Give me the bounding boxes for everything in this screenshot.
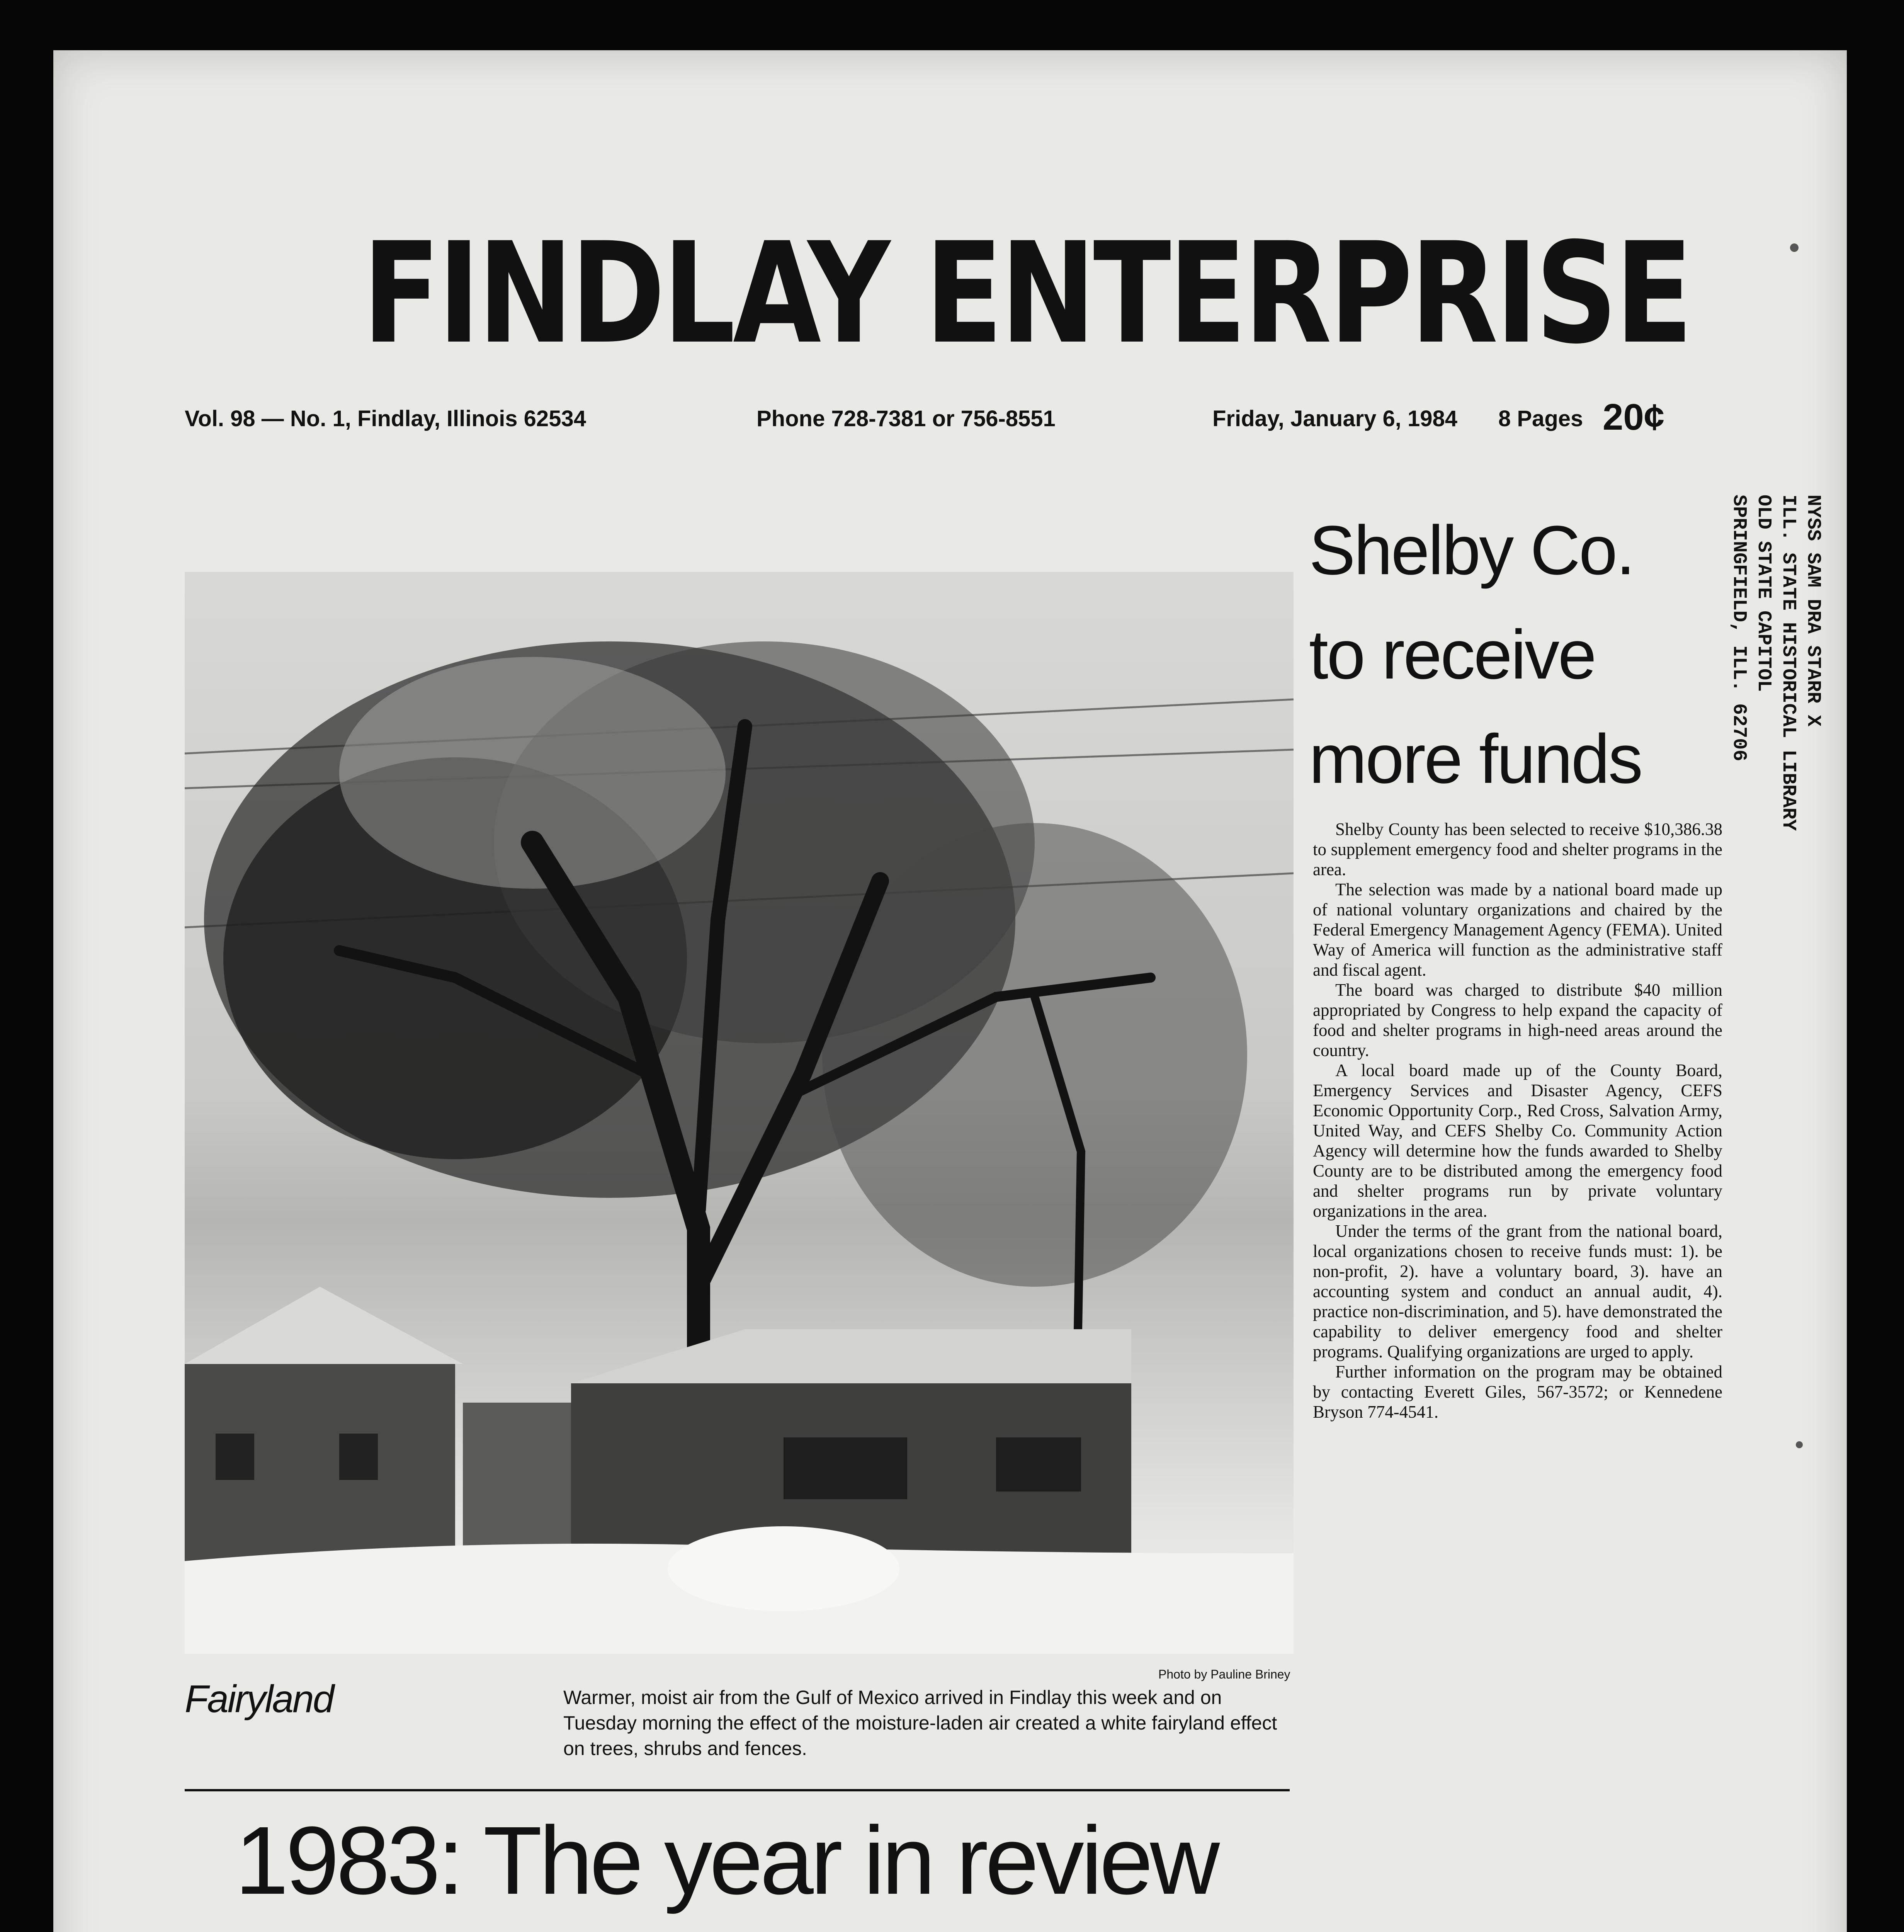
price: 20¢ [1603, 396, 1665, 438]
mailing-label-stamp [1726, 495, 1825, 997]
front-page-photo [185, 572, 1294, 1654]
article-paragraph: Under the terms of the grant from the national board, local organizations chosen to receive funds must: 1). be non-profit, 2). have a voluntary board, 3). have an accounting system and conduct an annual audit, 4). practice non-discrimination, and 5). have demonstrated the capability to deliver emergency food and shelter programs. Qualifying organizations are urged to apply. [1313, 1221, 1722, 1361]
stamp-line: ILL. STATE HISTORICAL LIBRARY [1777, 495, 1799, 831]
issue-date: Friday, January 6, 1984 [1212, 406, 1458, 431]
scan-speck [1790, 243, 1799, 252]
shelby-article-body [1313, 819, 1722, 1422]
stamp-line: NYSS SAM DRA STARR X [1802, 495, 1824, 727]
article-paragraph: Further information on the program may be obtained by contacting Everett Giles, 567-3572; or Kennedene Bryson 774-4541. [1313, 1362, 1722, 1422]
photo-title: Fairyland [185, 1677, 333, 1721]
newspaper-page [53, 50, 1847, 1932]
stamp-line: SPRINGFIELD, ILL. 62706 [1728, 495, 1750, 762]
photo-caption: Warmer, moist air from the Gulf of Mexico arrived in Findlay this week and on Tuesday morning the effect of the moisture-laden air created a white fairyland effect on trees, shrubs and fences. [563, 1687, 1277, 1759]
article-paragraph: A local board made up of the County Board, Emergency Services and Disaster Agency, CEFS Economic Opportunity Corp., Red Cross, Salvation Army, United Way, and CEFS Shelby Co. Community Action Agency will determine how the funds awarded to Shelby County are to be distributed among the emergency food and shelter programs run by private voluntary organizations in the area. [1313, 1061, 1722, 1221]
section-divider [185, 1789, 1290, 1791]
shelby-headline: Shelby Co. to receive more funds [1309, 512, 1642, 798]
masthead-title: FINDLAY ENTERPRISE [362, 213, 1691, 374]
scan-speck [1796, 1441, 1803, 1448]
photo-credit: Photo by Pauline Briney [1158, 1667, 1290, 1681]
volume-line: Vol. 98 — No. 1, Findlay, Illinois 62534 [185, 406, 586, 431]
stamp-line: OLD STATE CAPITOL [1753, 495, 1775, 692]
photo-fairyland-tree [185, 572, 1294, 1654]
phone-line: Phone 728-7381 or 756-8551 [756, 406, 1056, 431]
article-paragraph: Shelby County has been selected to receive $10,386.38 to supplement emergency food and shelter programs in the area. [1313, 820, 1722, 879]
page-count: 8 Pages [1498, 406, 1583, 431]
article-paragraph: The board was charged to distribute $40 million appropriated by Congress to help expand the capacity of food and shelter programs in high-need areas around the country. [1313, 980, 1722, 1060]
article-paragraph: The selection was made by a national board made up of national voluntary organizations and chaired by the Federal Emergency Management Agency (FEMA). United Way of America will function as the administrative staff and fiscal agent. [1313, 880, 1722, 980]
year-review-headline: 1983: The year in review [235, 1806, 1217, 1914]
